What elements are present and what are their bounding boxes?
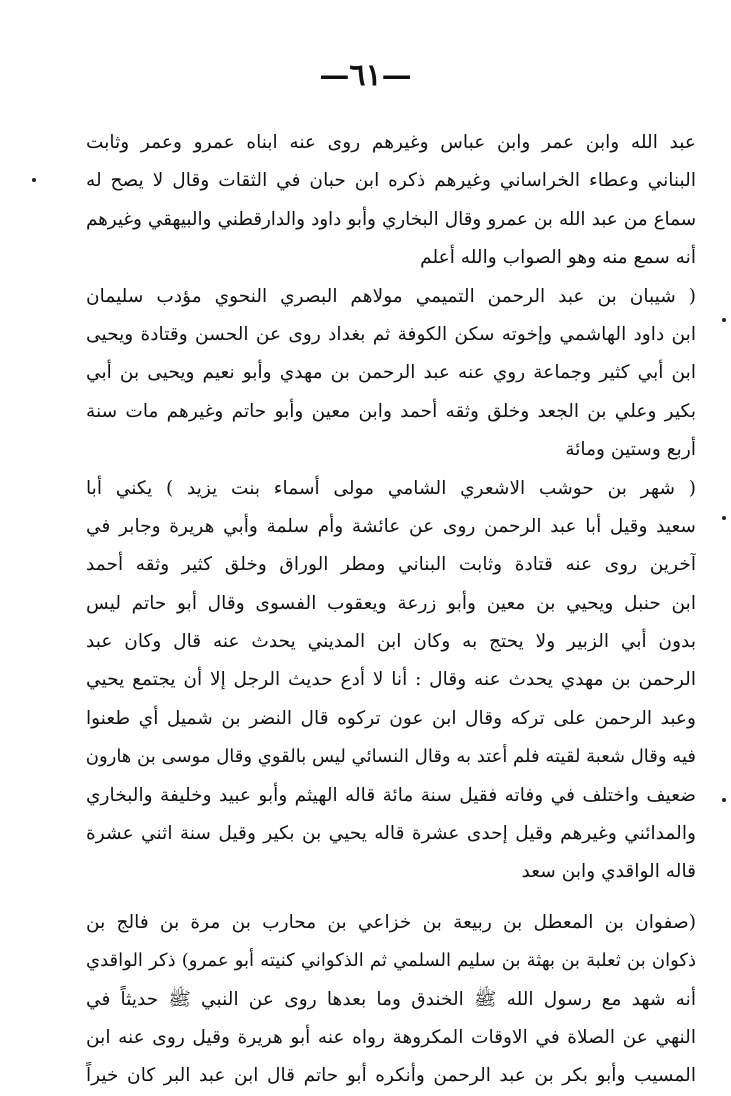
text-line: بدون أبي الزبير ولا يحتج به وكان ابن المديني يحدث عنه قال وكان عبد bbox=[86, 631, 696, 653]
margin-dot bbox=[32, 178, 36, 182]
text-line: (صفوان بن المعطل بن ربيعة بن خزاعي بن محارب بن مرة بن فالج بن bbox=[86, 911, 696, 933]
text-line: البناني وعطاء الخراساني وغيرهم ذكره ابن حبان في الثقات وقال لا يصح له bbox=[86, 170, 696, 192]
text-line: سماع من عبد الله بن عمرو وقال البخاري وأبو داود والدارقطني والبيهقي وغيرهم bbox=[86, 208, 696, 230]
margin-dot bbox=[722, 798, 726, 802]
text-line: ذكوان بن ثعلبة بن بهثة بن سليم السلمي ثم الذكواني كنيته أبو عمرو) ذكر الواقدي bbox=[86, 950, 696, 972]
margin-dot bbox=[722, 318, 726, 322]
text-line: سعيد وقيل أبا عبد الرحمن روى عن عائشة وأم سلمة وأبي هريرة وجابر في bbox=[86, 515, 696, 537]
text-line: ( شهر بن حوشب الاشعري الشامي مولى أسماء بنت يزيد ) يكني أبا bbox=[86, 477, 696, 499]
text-line: عبد الله وابن عمر وابن عباس وغيرهم روى عنه ابناه عمرو وعمر وثابت bbox=[86, 132, 696, 153]
text-line: ابن أبي كثير وجماعة روي عنه عبد الرحمن بن مهدي وأبو نعيم ويحيى بن أبي bbox=[86, 362, 696, 384]
text-line: أربع وستين ومائة bbox=[565, 439, 696, 461]
text-line: آخرين روى عنه قتادة وثابت البناني ومطر الوراق وخلق كثير وثقه أحمد bbox=[86, 554, 696, 576]
text-line: الرحمن بن مهدي يحدث عنه وقال : أنا لا أدع حديث الرجل إلا أن يجتمع يحيي bbox=[86, 669, 696, 691]
text-line: فيه وقال شعبة لقيته فلم أعتد به وقال النسائي ليس بالقوي وقال موسى بن هارون bbox=[86, 746, 696, 768]
margin-dot bbox=[722, 516, 726, 520]
text-line: أنه شهد مع رسول الله ﷺ الخندق وما بعدها روى عن النبي ﷺ حديثاً في bbox=[86, 988, 696, 1010]
page-number: —٦١— bbox=[319, 58, 412, 93]
text-line: ( شيبان بن عبد الرحمن التميمي مولاهم البصري النحوي مؤدب سليمان bbox=[86, 285, 696, 307]
text-line: أنه سمع منه وهو الصواب والله أعلم bbox=[420, 247, 696, 269]
text-line: ابن داود الهاشمي وإخوته سكن الكوفة ثم بغداد روى عن الحسن وقتادة ويحيى bbox=[86, 323, 696, 345]
text-line: بكير وعلي بن الجعد وخلق وثقه أحمد وابن معين وأبو حاتم وغيرهم مات سنة bbox=[86, 400, 696, 422]
text-line: وعبد الرحمن على تركه وقال ابن عون تركوه قال النضر بن شميل أي طعنوا bbox=[86, 707, 696, 729]
text-line: النهي عن الصلاة في الاوقات المكروهة رواه عنه أبو هريرة وقيل روى عنه ابن bbox=[86, 1026, 696, 1048]
text-body bbox=[86, 124, 696, 1096]
text-line: والمدائني وغيرهم وقيل إحدى عشرة قاله يحيي بن بكير وقيل سنة اثني عشرة bbox=[86, 823, 696, 845]
text-line: المسيب وأبو بكر بن عبد الرحمن وأنكره أبو حاتم قال ابن عبد البر كان خيراً bbox=[86, 1065, 696, 1087]
text-line: ابن حنبل ويحيي بن معين وأبو زرعة ويعقوب الفسوى وقال أبو حاتم ليس bbox=[86, 592, 696, 614]
text-line: قاله الواقدي وابن سعد bbox=[521, 861, 696, 883]
text-line: ضعيف واختلف في وفاته فقيل سنة مائة قاله الهيثم وأبو عبيد وخليفة والبخاري bbox=[86, 784, 696, 806]
